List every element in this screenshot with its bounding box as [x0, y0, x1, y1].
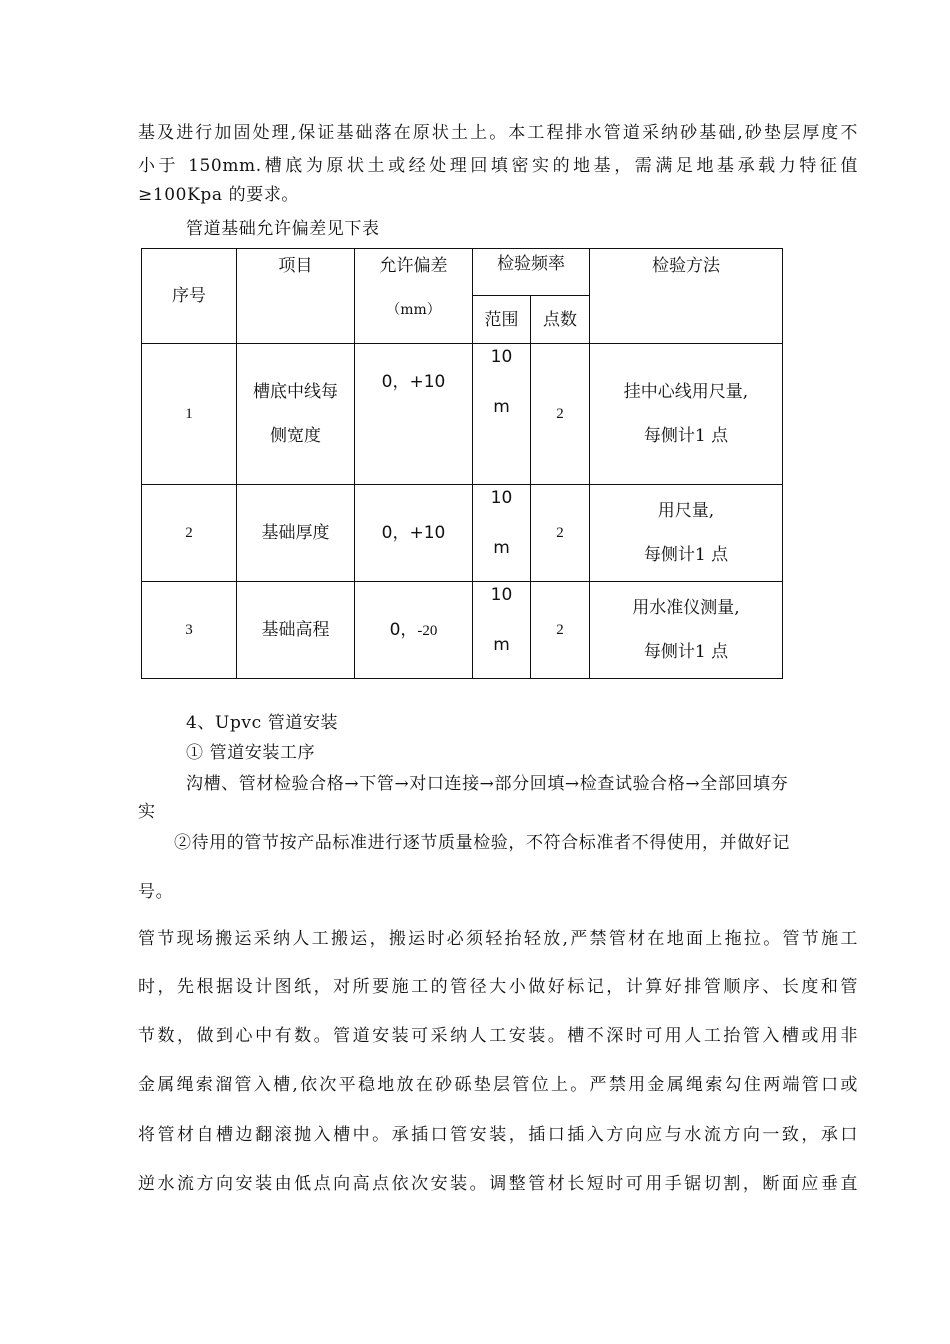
row3-method — [590, 582, 783, 679]
row3-item: 基础高程 — [237, 582, 355, 679]
header-tolerance-unit: （mm） — [386, 302, 441, 318]
header-seq: 序号 — [142, 249, 237, 344]
table-row — [142, 485, 783, 582]
row1-range-num: 10 — [490, 347, 513, 367]
table-row — [142, 582, 783, 679]
row1-item — [237, 344, 355, 485]
header-range: 范围 — [473, 296, 531, 344]
row3-points: 2 — [531, 582, 590, 679]
row1-item-line2: 侧宽度 — [270, 426, 321, 446]
row3-range-unit: m — [493, 635, 510, 655]
row2-tolerance: 0，+10 — [355, 485, 473, 582]
header-frequency: 检验频率 — [473, 249, 590, 296]
section-heading: 4、Upvc 管道安装 — [186, 713, 339, 733]
row1-tolerance: 0，+10 — [355, 344, 473, 485]
row1-points: 2 — [531, 344, 590, 485]
table-row — [142, 344, 783, 485]
inspection-para-line-1: ②待用的管节按产品标准进行逐节质量检验，不符合标准者不得使用，并做好记 — [174, 833, 790, 853]
process-flow-line-1: 沟槽、管材检验合格→下管→对口连接→部分回填→检查试验合格→全部回填夯 — [186, 774, 789, 794]
row3-seq: 3 — [142, 582, 237, 679]
body-line-6: 逆水流方向安装由低点向高点依次安装。调整管材长短时可用手锯切割，断面应垂直 — [138, 1174, 858, 1194]
row3-tolerance — [355, 582, 473, 679]
row2-method-line1: 用尺量, — [657, 501, 715, 521]
header-points: 点数 — [531, 296, 590, 344]
header-tolerance — [355, 249, 473, 344]
row2-points: 2 — [531, 485, 590, 582]
row1-range-unit: m — [493, 397, 510, 417]
process-flow-line-2: 实 — [138, 802, 156, 822]
row3-method-line1: 用水准仪测量, — [632, 598, 740, 618]
body-line-4: 金属绳索溜管入槽,依次平稳地放在砂砾垫层管位上。严禁用金属绳索勾住两端管口或 — [138, 1075, 858, 1095]
row2-range-unit: m — [493, 538, 510, 558]
table-caption: 管道基础允许偏差见下表 — [186, 219, 380, 239]
tolerance-table — [141, 248, 783, 679]
intro-line-1: 基及进行加固处理,保证基础落在原状土上。本工程排水管道采纳砂基础,砂垫层厚度不 — [138, 123, 858, 143]
row3-tolerance-a: 0， — [389, 619, 418, 640]
body-line-5: 将管材自槽边翻滚抛入槽中。承插口管安装，插口插入方向应与水流方向一致，承口 — [138, 1125, 858, 1145]
body-line-2: 时，先根据设计图纸，对所要施工的管径大小做好标记，计算好排管顺序、长度和管 — [138, 977, 858, 997]
row2-item: 基础厚度 — [237, 485, 355, 582]
row2-range-num: 10 — [490, 488, 513, 508]
header-item: 项目 — [237, 249, 355, 344]
row3-range-num: 10 — [490, 585, 513, 605]
row1-method-line2: 每侧计1 点 — [643, 426, 729, 446]
row2-range — [473, 485, 531, 582]
body-line-3: 节数，做到心中有数。管道安装可采纳人工安装。槽不深时可用人工抬管入槽或用非 — [138, 1026, 858, 1046]
row1-seq: 1 — [142, 344, 237, 485]
subsection-heading: ① 管道安装工序 — [186, 743, 316, 763]
row1-method — [590, 344, 783, 485]
row3-method-line2: 每侧计1 点 — [643, 642, 729, 662]
row3-range — [473, 582, 531, 679]
header-method: 检验方法 — [590, 249, 783, 344]
intro-line-3: ≥100Kpa 的要求。 — [138, 185, 300, 205]
row1-range — [473, 344, 531, 485]
intro-line-2: 小于 150mm.槽底为原状土或经处理回填密实的地基，需满足地基承载力特征值 — [138, 156, 858, 176]
row2-method-line2: 每侧计1 点 — [643, 545, 729, 565]
row1-method-line1: 挂中心线用尺量, — [623, 382, 749, 402]
row3-tolerance-b: -20 — [417, 622, 438, 639]
row2-seq: 2 — [142, 485, 237, 582]
row1-item-line1: 槽底中线每 — [253, 382, 338, 402]
body-line-1: 管节现场搬运采纳人工搬运，搬运时必须轻抬轻放,严禁管材在地面上拖拉。管节施工 — [138, 929, 858, 949]
row2-method — [590, 485, 783, 582]
header-row — [142, 249, 783, 296]
inspection-para-line-2: 号。 — [138, 882, 174, 902]
header-tolerance-label: 允许偏差 — [379, 256, 448, 276]
